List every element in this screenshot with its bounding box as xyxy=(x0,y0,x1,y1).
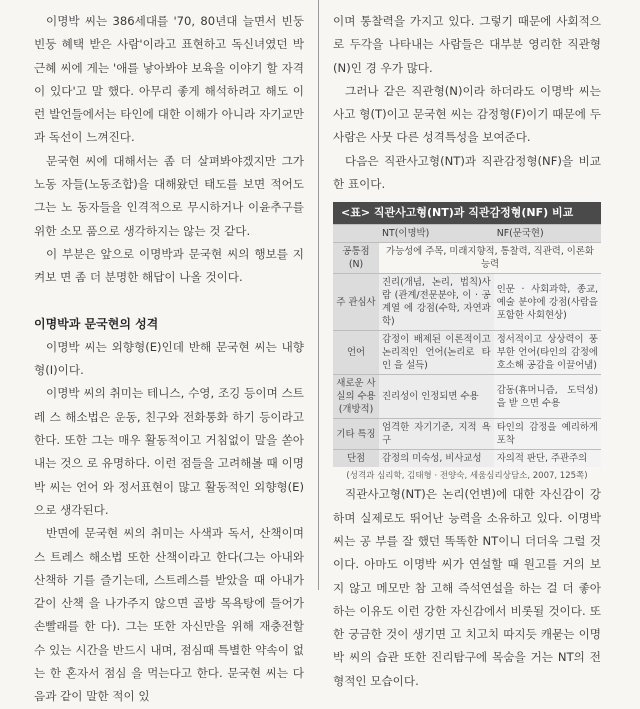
table-corner xyxy=(333,225,379,243)
paragraph: 이명박 씨는 외향형(E)인데 반해 문국현 씨는 내향형(I)이다. xyxy=(34,339,304,378)
paragraph: 이명박 씨의 취미는 테니스, 수영, 조깅 등이며 스트레 스 해소법은 운동, 친구와 전화통화 하기 등이라고 한다. 또한 그는 매우 활동적이고 거침없이 말을 쏟아내는 것으 로 유명하다. 이런 점들을 고려해볼 때 이명박 씨는 언어 와 정서표현이 많고 활동적인 외향형(E)으로 생각된다. xyxy=(34,386,304,517)
spacer xyxy=(34,290,304,313)
row-label: 새로운 사실의 수용(개방적) xyxy=(333,375,379,419)
cell-nf: 자의적 판단, 주관주의 xyxy=(494,450,601,468)
section-heading: 이명박과 문국현의 성격 xyxy=(34,316,159,331)
cell-nf: 감동(휴머니즘, 도덕성)을 받 으면 수용 xyxy=(494,375,601,419)
column-header-nt: NT(이명박) xyxy=(379,225,494,243)
cell-nt: 엄격한 자기기준, 지적 욕구 xyxy=(379,419,494,450)
cell-nf: 정서적이고 상상력이 풍부한 언어(타인의 감정에 호소해 공감을 이끌어냄) xyxy=(494,331,601,375)
cell-nf: 인문 · 사회과학, 종교, 예술 분야에 강점(사람을 포함한 사회현상) xyxy=(494,274,601,331)
paragraph: 그러나 같은 직관형(N)이라 하더라도 이명박 씨는 사고 형(T)이고 문국현 씨는 감정형(F)이기 때문에 두 사람은 사뭇 다른 성격특성을 보여준다. xyxy=(333,83,601,145)
table-header-row xyxy=(333,225,601,243)
row-label: 공통점(N) xyxy=(333,243,379,274)
table-row xyxy=(333,419,601,450)
column-header-nf: NF(문국현) xyxy=(494,225,601,243)
row-label: 단점 xyxy=(333,450,379,468)
table-source: (성격과 심리학, 김태형 · 전양숙, 세움심리상담소, 2007, 125쪽) xyxy=(346,471,588,482)
row-label: 언어 xyxy=(333,331,379,375)
paragraph: 이며 통찰력을 가지고 있다. 그렇기 때문에 사회적으로 두각을 나타내는 사람들은 대부분 영리한 직관형(N)인 경 우가 많다. xyxy=(333,14,601,75)
right-column xyxy=(333,10,601,693)
cell-nf: 타인의 감정을 예리하게 포착 xyxy=(494,419,601,450)
table-row xyxy=(333,274,601,331)
cell-nt: 진리성이 인정되면 수용 xyxy=(379,375,494,419)
paragraph: 이명박 씨는 386세대를 '70, 80년대 늘면서 빈둥빈둥 혜택 받은 사람'이라고 표현하고 독신녀였던 박근혜 씨에 게는 '애를 낳아봐야 보육을 이야기 할 자격이 있다'고 말 했다. 아무리 좋게 해석하려고 해도 이런 발언들에서는 타인에 대한 이해가 아니라 자기교만과 독선이 느껴진다. xyxy=(34,14,304,145)
table-title: <표> 직관사고형(NT)과 직관감정형(NF) 비교 xyxy=(333,202,601,224)
cell-nt: 감정의 미숙성, 비사교성 xyxy=(379,450,494,468)
left-column xyxy=(34,10,304,709)
cell-nt: 감정이 배제된 이론적이고 논리적인 언어(논리로 타인 을 설득) xyxy=(379,331,494,375)
table-row xyxy=(333,450,601,468)
cell-common: 가능성에 주목, 미래지향적, 통찰력, 직관력, 이론화 능력 xyxy=(379,243,601,274)
comparison-table xyxy=(333,202,601,483)
paragraph: 반면에 문국현 씨의 취미는 사색과 독서, 산책이며 스 트레스 해소법 또한 산책이라고 한다(그는 아내와 산책하 기를 즐기는데, 스트레스를 받았을 때 아내가 같이 산책 을 나가주지 않으면 골방 목욕탕에 들어가 손빨래를 한 다). 그는 또한 자신만을 위해 재충전할 수 있는 시간을 반드시 내며, 점심때 특별한 약속이 없는 한 혼자서 점심 을 먹는다고 한다. 문국현 씨는 다음과 같이 말한 적이 있 xyxy=(34,526,304,704)
paragraph: 직관사고형(NT)은 논리(언변)에 대한 자신감이 강하며 실제로도 뛰어난 능력을 소유하고 있다. 이명박 씨는 공 부를 잘 했던 똑똑한 NT이니 더더욱 그럴 것이다. 아마도 이명박 씨가 연설할 때 원고를 거의 보지 않고 메모만 참 고해 즉석연설을 하는 걸 더 좋아하는 이유도 이런 강한 자신감에서 비롯될 것이다. 또한 궁금한 것이 생기면 고 치고치 따지듯 캐묻는 이명박 씨의 습관 또한 진리탐구에 목숨을 거는 NT의 전형적인 모습이다. xyxy=(333,487,601,688)
column-divider xyxy=(318,0,319,590)
paragraph: 이 부분은 앞으로 이명박과 문국현 씨의 행보를 지켜보 면 좀 더 분명한 해답이 나올 것이다. xyxy=(34,246,304,285)
row-label: 주 관심사 xyxy=(333,274,379,331)
table-row xyxy=(333,331,601,375)
table xyxy=(333,224,601,467)
table-row xyxy=(333,375,601,419)
table-row xyxy=(333,243,601,274)
paragraph: 다음은 직관사고형(NT)과 직관감정형(NF)을 비교한 표이다. xyxy=(333,153,601,192)
cell-nt: 진리(개념, 논리, 법칙)사람 (관계/전문분야, 이 · 공계열 에 강점(수학, 자연과학) xyxy=(379,274,494,331)
paragraph: 문국현 씨에 대해서는 좀 더 살펴봐야겠지만 그가 노동 자들(노동조합)을 대해왔던 태도를 보면 적어도 그는 노 동자들을 인격적으로 무시하거나 이윤추구를 위한 소모 품으로 생각하지는 않는 것 같다. xyxy=(34,153,304,238)
row-label: 기타 특징 xyxy=(333,419,379,450)
